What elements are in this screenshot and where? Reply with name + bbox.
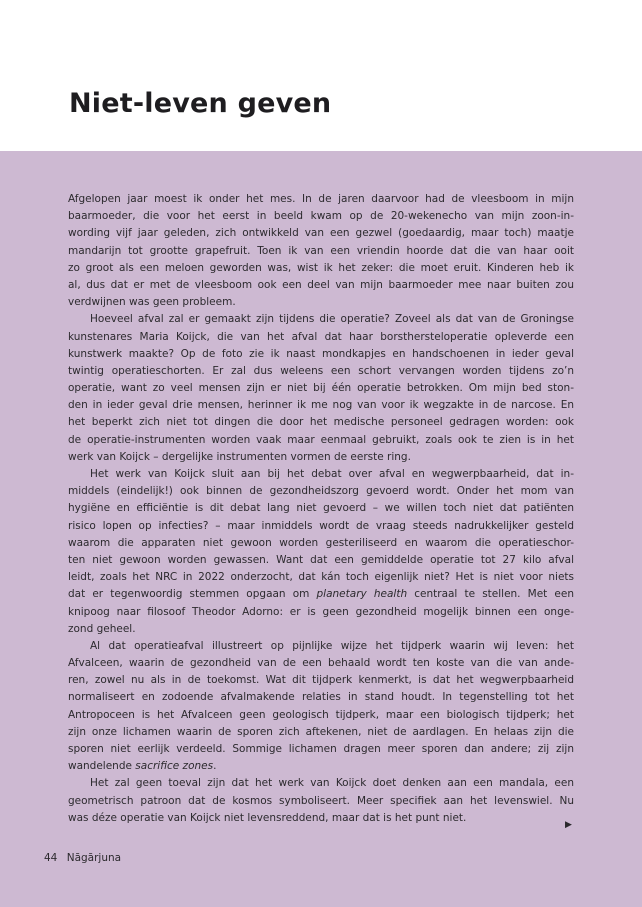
paragraph-line: baarmoeder, die voor het eerst in beeld kwam op de 20-wekenecho van mijn zoon-in- <box>68 210 574 223</box>
paragraph-line: dat er tegenwoordig stemmen opgaan om planetary health centraal te stellen. Met een <box>68 588 574 601</box>
paragraph-line: sporen niet eerlijk verdeeld. Sommige lichamen dragen meer sporen dan andere; zij zijn <box>68 743 574 755</box>
paragraph-line: ren, zowel nu als in de toekomst. Wat dit tijdperk kenmerkt, is dat het wegwerpbaarheid <box>68 674 574 687</box>
paragraph-line: het beperkt zich niet tot dingen die door het medische personeel gedragen worden: ook <box>68 416 574 429</box>
paragraph-line: middels (eindelijk!) ook binnen de gezondheidszorg gevoerd wordt. Onder het mom van <box>68 485 574 498</box>
paragraph-line: twintig operatieschorten. Er zal dus weleens een schort vervangen worden tijdens zo’n <box>68 364 574 377</box>
paragraph-line: wandelende sacrifice zones. <box>68 760 217 773</box>
paragraph-line: Het zal geen toeval zijn dat het werk van Koijck doet denken aan een mandala, een <box>90 777 574 790</box>
paragraph-line: ten niet gewoon worden gewassen. Want dat een gemiddelde operatie tot 27 kilo afval <box>68 553 574 566</box>
paragraph-line: Hoeveel afval zal er gemaakt zijn tijdens die operatie? Zoveel als dat van de Groningse <box>90 313 574 326</box>
paragraph-line: geometrisch patroon dat de kosmos symboliseert. Meer specifiek aan het levenswiel. Nu <box>68 794 574 807</box>
paragraph-line: Antropoceen is het Afvalceen geen geologisch tijdperk, maar een biologisch tijdperk; het <box>68 708 574 721</box>
page-footer <box>44 852 121 864</box>
paragraph-line: werk van Koijck – dergelijke instrumenten vormen de eerste ring. <box>68 450 411 463</box>
paragraph-line: Afgelopen jaar moest ik onder het mes. In de jaren daarvoor had de vleesboom in mijn <box>68 193 574 205</box>
paragraph-line: Het werk van Koijck sluit aan bij het debat over afval en wegwerpbaarheid, dat in- <box>90 468 574 480</box>
paragraph-line: normaliseert en zodoende afvalmakende relaties in stand houdt. In tegenstelling tot het <box>68 691 574 704</box>
paragraph-line: zond geheel. <box>68 622 136 635</box>
article-body <box>68 191 574 827</box>
paragraph-line: hygiëne en efficiëntie is dit debat lang niet gevoerd – we willen toch niet dat patiënten <box>68 502 574 515</box>
paragraph-line: was déze operatie van Koijck niet levensreddend, maar dat is het punt niet. <box>68 811 467 824</box>
paragraph-line: kunstenares Maria Koijck, die van het afval dat haar borsthersteloperatie opleverde een <box>68 330 574 343</box>
paragraph-line: zijn onze lichamen waarin de sporen zich aftekenen, niet de aardlagen. En helaas zijn die <box>68 725 574 738</box>
page-number: 44 <box>44 852 58 864</box>
publication-name: Nāgārjuna <box>66 852 122 864</box>
paragraph-line: waarom die apparaten niet gewoon worden gesteriliseerd en waarom die operatieschor- <box>68 536 574 549</box>
paragraph-line: kunstwerk maakte? Op de foto zie ik naast mondkapjes en handschoenen in ieder geval <box>68 347 574 360</box>
paragraph-line: zo groot als een meloen geworden was, wist ik het zeker: die moet eruit. Kinderen heb ik <box>68 261 574 274</box>
paragraph-line: risico lopen op infecties? – maar inmiddels wordt de vraag steeds nadrukkelijker gesteld <box>68 519 574 532</box>
paragraph-line: verdwijnen was geen probleem. <box>68 296 236 309</box>
paragraph-line: de operatie-instrumenten worden vaak maar eenmaal gebruikt, zoals ook te zien is in het <box>68 433 574 446</box>
paragraph-line: leidt, zoals het NRC in 2022 onderzocht, dat kán toch eigenlijk niet? Het is niet voor niets <box>68 571 574 584</box>
paragraph-line: wording vijf jaar geleden, zich ontwikkeld van een gezwel (goedaardig, maar toch) maatje <box>68 227 574 240</box>
paragraph-line: knipoog naar filosoof Theodor Adorno: er is geen gezondheid mogelijk binnen een onge- <box>68 605 574 618</box>
paragraph-line: operatie, want zo veel mensen zijn er niet bij één operatie betrokken. Om mijn bed ston- <box>68 382 574 395</box>
paragraph-line: den in ieder geval drie mensen, herinner ik me nog van voor ik wegzakte in de narcose. En <box>68 399 574 412</box>
paragraph-line: mandarijn tot grootte grapefruit. Toen ik van een vriendin hoorde dat die van haar ooit <box>68 244 574 257</box>
paragraph-line: Afvalceen, waarin de gezondheid van de een behaald wordt ten koste van die van ande- <box>68 657 574 670</box>
paragraph-line: al, dus dat er met de vleesboom ook een deel van mijn baarmoeder mee naar buiten zou <box>68 278 574 291</box>
paragraph-line: Al dat operatieafval illustreert op pijnlijke wijze het tijdperk waarin wij leven: het <box>90 639 574 652</box>
end-of-article-icon: ▶ <box>565 820 572 830</box>
page-title: Niet-leven geven <box>69 88 332 119</box>
